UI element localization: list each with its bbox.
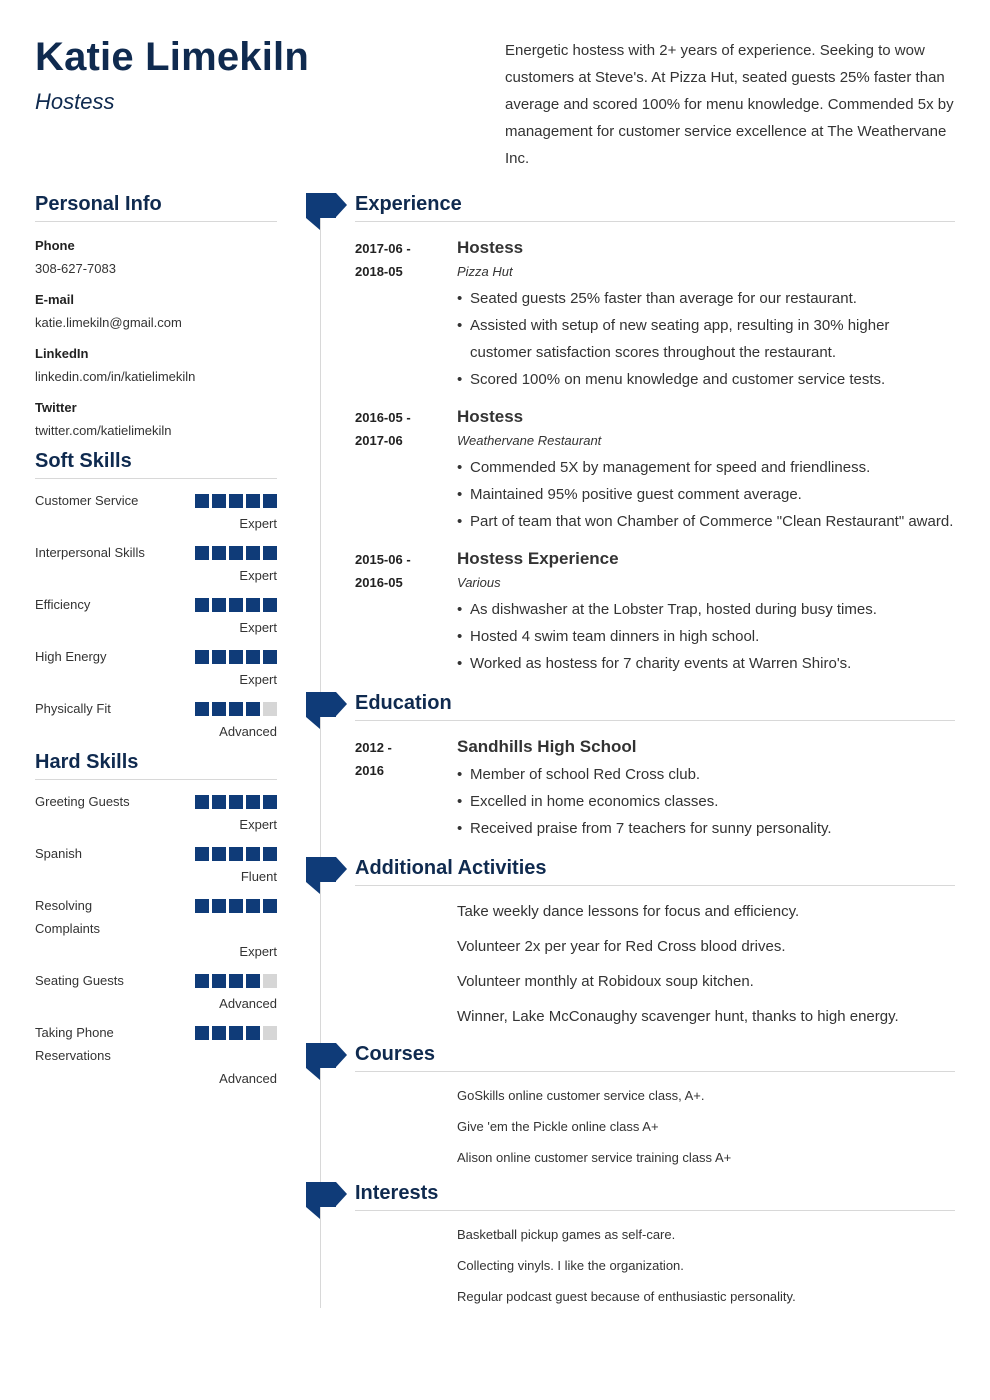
rating-square-filled: [246, 598, 260, 612]
date-end: 2017-06: [355, 433, 403, 448]
rating-square-filled: [229, 598, 243, 612]
rating-square-filled: [263, 795, 277, 809]
interest-item: Collecting vinyls. I like the organization.: [457, 1258, 684, 1273]
date-start: 2016-05 -: [355, 410, 411, 425]
hard-skills-heading: Hard Skills: [35, 751, 277, 780]
rating-square-filled: [229, 494, 243, 508]
course-item: Give 'em the Pickle online class A+: [457, 1119, 659, 1134]
info-label: Twitter: [35, 400, 77, 415]
entry-org: Pizza Hut: [457, 264, 513, 279]
skill-level: Expert: [239, 672, 277, 687]
experience-heading: Experience: [355, 193, 955, 222]
rating-square-empty: [263, 1026, 277, 1040]
courses-list: [457, 1080, 957, 1173]
info-linkedin: [35, 342, 277, 388]
bullet-item: • As dishwasher at the Lobster Trap, hosted during busy times.: [457, 596, 955, 623]
interests-heading: Interests: [355, 1182, 955, 1211]
skill-rating: [195, 899, 277, 913]
skill-level: Expert: [239, 516, 277, 531]
bullet-item: • Excelled in home economics classes.: [457, 788, 955, 815]
rating-square-filled: [212, 974, 226, 988]
info-value: twitter.com/katielimekiln: [35, 423, 172, 438]
soft-skills-section: [35, 450, 277, 743]
info-value: katie.limekiln@gmail.com: [35, 315, 182, 330]
left-column: [35, 193, 277, 1096]
skill-level: Advanced: [219, 1071, 277, 1086]
rating-square-empty: [263, 974, 277, 988]
activity-item: Volunteer monthly at Robidoux soup kitchen.: [457, 973, 754, 990]
skill-rating: [195, 1026, 277, 1040]
rating-square-filled: [195, 650, 209, 664]
skill-rating: [195, 494, 277, 508]
skill-item: [35, 593, 277, 639]
entry-bullets: [457, 761, 955, 842]
candidate-name: Katie Limekiln: [35, 35, 309, 79]
interest-item: Regular podcast guest because of enthusiastic personality.: [457, 1289, 796, 1304]
rating-square-filled: [195, 1026, 209, 1040]
rating-square-filled: [246, 650, 260, 664]
skill-name: Greeting Guests: [35, 794, 130, 809]
interests-list: [457, 1219, 957, 1312]
section-flag-icon: [306, 193, 344, 231]
bullet-item: • Scored 100% on menu knowledge and customer service tests.: [457, 366, 955, 393]
skill-name: Customer Service: [35, 493, 139, 508]
education-heading: Education: [355, 692, 955, 721]
rating-square-filled: [246, 795, 260, 809]
skill-level: Expert: [239, 944, 277, 959]
soft-skills-heading: Soft Skills: [35, 450, 277, 479]
rating-square-filled: [229, 847, 243, 861]
bullet-item: • Seated guests 25% faster than average for our restaurant.: [457, 285, 955, 312]
activities-heading: Additional Activities: [355, 857, 955, 886]
rating-square-filled: [195, 847, 209, 861]
education-entry: [355, 736, 955, 842]
rating-square-filled: [263, 899, 277, 913]
personal-info-list: [35, 234, 277, 442]
rating-square-filled: [212, 847, 226, 861]
rating-square-filled: [246, 494, 260, 508]
bullet-item: • Member of school Red Cross club.: [457, 761, 955, 788]
skill-rating: [195, 702, 277, 716]
rating-square-empty: [263, 702, 277, 716]
rating-square-filled: [212, 650, 226, 664]
skill-level: Expert: [239, 620, 277, 635]
entry-title: Hostess: [457, 407, 524, 426]
date-start: 2015-06 -: [355, 552, 411, 567]
skill-item: [35, 697, 277, 743]
skill-item: [35, 541, 277, 587]
skill-name: High Energy: [35, 649, 107, 664]
rating-square-filled: [229, 1026, 243, 1040]
activities-list: [457, 894, 957, 1034]
rating-square-filled: [246, 974, 260, 988]
skill-level: Advanced: [219, 996, 277, 1011]
entry-org: Weathervane Restaurant: [457, 433, 602, 448]
rating-square-filled: [195, 702, 209, 716]
experience-entry: [355, 237, 955, 393]
skill-name: Seating Guests: [35, 973, 124, 988]
activity-item: Volunteer 2x per year for Red Cross blood drives.: [457, 938, 786, 955]
bullet-item: • Part of team that won Chamber of Commerce "Clean Restaurant" award.: [457, 508, 955, 535]
skill-item: [35, 894, 277, 963]
section-flag-icon: [306, 1182, 344, 1220]
rating-square-filled: [195, 494, 209, 508]
rating-square-filled: [246, 899, 260, 913]
info-value: 308-627-7083: [35, 261, 116, 276]
experience-entry: [355, 406, 955, 535]
rating-square-filled: [229, 546, 243, 560]
job-title: Hostess: [35, 89, 115, 114]
skill-item: [35, 842, 277, 888]
entry-date: [355, 548, 435, 594]
rating-square-filled: [229, 795, 243, 809]
bullet-item: • Assisted with setup of new seating app, resulting in 30% higher customer satisfaction scores throughout the restaurant.: [457, 312, 955, 366]
skill-name: Physically Fit: [35, 701, 111, 716]
date-end: 2018-05: [355, 264, 403, 279]
rating-square-filled: [195, 974, 209, 988]
skill-level: Fluent: [240, 869, 277, 884]
rating-square-filled: [195, 546, 209, 560]
skill-name: Resolving Complaints: [35, 898, 101, 936]
skill-name: Spanish: [35, 846, 82, 861]
bullet-item: • Commended 5X by management for speed and friendliness.: [457, 454, 955, 481]
section-flag-icon: [306, 1043, 344, 1081]
section-flag-icon: [306, 692, 344, 730]
rating-square-filled: [195, 795, 209, 809]
skill-name: Taking Phone Reservations: [35, 1025, 114, 1063]
entry-org: Various: [457, 575, 501, 590]
skill-item: [35, 969, 277, 1015]
summary: Energetic hostess with 2+ years of experience. Seeking to wow customers at Steve's. At Pizza Hut, seated guests 25% faster than average and scored 100% for menu knowledge. Commended 5x by management for customer service excellence at The Weathervane Inc.: [505, 42, 954, 167]
rating-square-filled: [246, 847, 260, 861]
bullet-item: • Worked as hostess for 7 charity events at Warren Shiro's.: [457, 650, 955, 677]
experience-entry: [355, 548, 955, 677]
info-phone: [35, 234, 277, 280]
course-item: GoSkills online customer service class, A+.: [457, 1088, 705, 1103]
section-flag-icon: [306, 857, 344, 895]
date-end: 2016: [355, 763, 384, 778]
rating-square-filled: [263, 650, 277, 664]
skill-rating: [195, 847, 277, 861]
date-start: 2012 -: [355, 740, 392, 755]
entry-bullets: [457, 285, 955, 393]
bullet-item: • Hosted 4 swim team dinners in high school.: [457, 623, 955, 650]
rating-square-filled: [263, 598, 277, 612]
entry-date: [355, 406, 435, 452]
rating-square-filled: [246, 1026, 260, 1040]
skill-level: Expert: [239, 568, 277, 583]
personal-info-heading: Personal Info: [35, 193, 277, 222]
skill-name: Interpersonal Skills: [35, 545, 145, 560]
skill-item: [35, 489, 277, 535]
skill-rating: [195, 650, 277, 664]
skill-rating: [195, 795, 277, 809]
info-label: Phone: [35, 238, 75, 253]
rating-square-filled: [263, 847, 277, 861]
info-value: linkedin.com/in/katielimekiln: [35, 369, 196, 384]
school-name: Sandhills High School: [457, 737, 637, 756]
rating-square-filled: [212, 795, 226, 809]
entry-title: Hostess: [457, 238, 524, 257]
activity-item: Winner, Lake McConaughy scavenger hunt, thanks to high energy.: [457, 1008, 899, 1025]
info-twitter: [35, 396, 277, 442]
interest-item: Basketball pickup games as self-care.: [457, 1227, 676, 1242]
rating-square-filled: [246, 546, 260, 560]
skill-rating: [195, 546, 277, 560]
skill-level: Advanced: [219, 724, 277, 739]
skill-rating: [195, 974, 277, 988]
skill-item: [35, 790, 277, 836]
rating-square-filled: [212, 598, 226, 612]
entry-bullets: [457, 454, 955, 535]
rating-square-filled: [263, 494, 277, 508]
info-label: LinkedIn: [35, 346, 89, 361]
entry-date: [355, 736, 435, 782]
skill-level: Expert: [239, 817, 277, 832]
rating-square-filled: [212, 899, 226, 913]
rating-square-filled: [229, 899, 243, 913]
info-email: [35, 288, 277, 334]
course-item: Alison online customer service training class A+: [457, 1150, 732, 1165]
entry-bullets: [457, 596, 955, 677]
entry-title: Hostess Experience: [457, 549, 619, 568]
rating-square-filled: [212, 1026, 226, 1040]
date-start: 2017-06 -: [355, 241, 411, 256]
skill-rating: [195, 598, 277, 612]
date-end: 2016-05: [355, 575, 403, 590]
activity-item: Take weekly dance lessons for focus and efficiency.: [457, 903, 800, 920]
entry-date: [355, 237, 435, 283]
skill-name: Efficiency: [35, 597, 91, 612]
rating-square-filled: [212, 702, 226, 716]
rating-square-filled: [263, 546, 277, 560]
hard-skills-section: [35, 751, 277, 1090]
rating-square-filled: [246, 702, 260, 716]
skill-item: [35, 1021, 277, 1090]
rating-square-filled: [195, 598, 209, 612]
rating-square-filled: [229, 974, 243, 988]
bullet-item: • Maintained 95% positive guest comment average.: [457, 481, 955, 508]
bullet-item: • Received praise from 7 teachers for sunny personality.: [457, 815, 955, 842]
courses-heading: Courses: [355, 1043, 955, 1072]
rating-square-filled: [195, 899, 209, 913]
rating-square-filled: [212, 494, 226, 508]
rating-square-filled: [212, 546, 226, 560]
info-label: E-mail: [35, 292, 75, 307]
timeline-line: [320, 210, 321, 1308]
rating-square-filled: [229, 702, 243, 716]
rating-square-filled: [229, 650, 243, 664]
skill-item: [35, 645, 277, 691]
